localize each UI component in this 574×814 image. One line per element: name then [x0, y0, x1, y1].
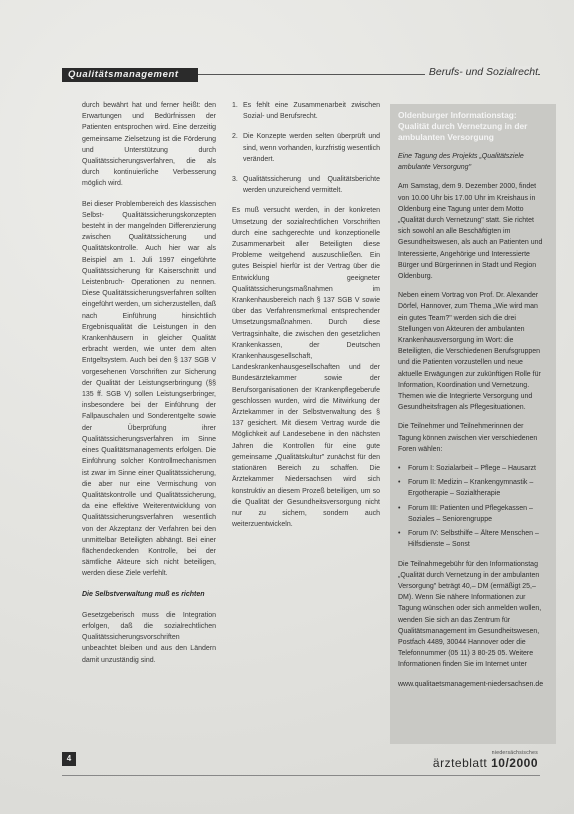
section-label: Qualitätsmanagement — [62, 68, 198, 82]
page-number: 4 — [62, 752, 76, 766]
forum-list — [398, 463, 548, 550]
forum-item: • Forum IV: Selbsthilfe – Ältere Menschen – Hilfsdienste – Sonst — [398, 528, 548, 550]
magazine-masthead — [433, 756, 538, 770]
forum-item: • Forum II: Medizin – Krankengymnastik – Ergotherapie – Sozialtherapie — [398, 477, 548, 499]
paragraph: Die Teilnahmegebühr für den Informationstag „Qualität durch Vernetzung in der ambulanten Versorgung" beträgt 40,– DM (ermäßigt 25,– DM). Wenn Sie nähere Informationen zur Tagung wünschen oder sich anmelden wollen, wenden Sie sich an das Zentrum für Qualitätsmanagement im Gesundheitswesen, Postfach 4489, 30044 Hannover oder die Telefonnummer (05 11) 3 80-25 05. Weitere Informationen finden Sie im Internet unter — [398, 560, 542, 669]
list-item — [232, 131, 380, 165]
magazine-name: ärzteblatt — [432, 756, 488, 770]
footer-rule — [62, 775, 540, 776]
list-text: Qualitätssicherung und Qualitätsberichte werden unzureichend vermittelt. — [243, 176, 380, 195]
paragraph: Bei dieser Problembereich des klassischen Selbst- Qualitätssicherungskonzepten besteht in der mangelnden Differenzierung zwischen Qualitätssicherung und Qualitätskontrolle. Auch hier war als Beispiel am 1. Juli 1997 eingeführte Qualitätssicherung für Kaiserschnitt und Leistenbruch- Operationen zu nennen. Diese Qualitätssicherungsverfahren sollten eingeführt werden, um sicherzustellen, daß nach Einführung hinsichtlich Ergebnisqualität die Leistungen in den Krankenhäusern in gleicher Qualität erbracht werden, wie unter dem alten Entgeltsystem. Auch bei den § 137 SGB V vorgesehenen Vorschriften zur Sicherung der Qualität der Leistungserbringung (§§ 135 ff. SGB V) sollen Leistungserbringer, insbesondere bei der Einführung der Fallpauschalen und Sonderentgelte sowie der Überprüfung ihrer Qualitätssicherungsverfahren im Sinne eines Qualitätsmanagements erfolgen. Die Einführung solcher Kontrollmechanismen ist zwar im Sinne einer Qualitätssicherung, die aber nur eine Vermischung von Qualitätskontrolle und Qualitätssicherung, da eine effektive Weiterentwicklung von Qualitätssicherungsverfahren wesentlich von der Akzeptanz der Verfahren bei den unmittelbar Beteiligten abhängt. Bei einer flächendeckenden Kontrolle, bei der sämtliche Akteure sich nicht beteiligen, werden diese Ziele verfehlt. — [82, 200, 216, 578]
text-column-left — [82, 100, 216, 675]
list-text: Es fehlt eine Zusammenarbeit zwischen Sozial- und Berufsrecht. — [243, 102, 380, 121]
paragraph: Die Teilnehmer und Teilnehmerinnen der Tagung können zwischen vier verschiedenen Foren wählen: — [398, 423, 538, 453]
publisher-label: niedersächsisches — [491, 750, 538, 756]
list-number: 2. — [232, 133, 238, 141]
paragraph: Am Samstag, dem 9. Dezember 2000, findet von 10.00 Uhr bis 17.00 Uhr im Kreishaus in Oldenburg eine Tagung unter dem Motto „Qualität durch Vernetzung" statt. Sie richtet sich sowohl an alle Beschäftigten im Gesundheitswesen, als auch an Patienten und Interessierte, Angehörige und Interessierte Bürger und Bürgerinnen in Stadt und Region Oldenburg. — [398, 183, 543, 281]
website-link[interactable]: www.qualitaetsmanagement-niedersachsen.de — [398, 680, 544, 688]
list-number: 3. — [232, 176, 238, 184]
list-text: Die Konzepte werden selten überprüft und sind, wenn vorhanden, kurzfristig wesentlich verändert. — [243, 133, 380, 163]
paragraph: Es muß versucht werden, in der konkreten Umsetzung der sozialrechtlichen Vorschriften durch eine sachgerechte und konzeptionelle Zusammenarbeit aller Beteiligten diese Probleme weitgehend auszuschließen. Ein gutes Beispiel hierfür ist der Vertrag über die Entwicklung geeigneter Qualitätssicherungsmaßnahmen im Krankenhausbereich nach § 137 SGB V sowie über das Verfahrensmerkmal entsprechender Umsetzungsmaßnahmen. Durch diese Vertragsinhalte, die zwischen den gesetzlichen Krankenkassen, der Deutschen Krankenhausgesellschaft, Landeskrankenhausgesellschaften und der Bundesärztekammer sowie der Berufsorganisationen der Krankenpflegeberufe geschlossen wurden, wird die Mitwirkung der Ärztekammer in der Selbstverwaltung des § 137 gesichert. Mit diesem Vertrag wurde die Möglichkeit auf Landesebene in den nächsten Jahren die Kontrollen für eine gute gemeinsame „Qualitätskultur" zunächst für den stationären Bereich zu schaffen. Die Ärztekammer Niedersachsen wird sich konstruktiv an diesem Prozeß beteiligen, um so die Qualität der Gesundheitsversorgung nicht nur zu sichern, sondern auch weiterzuentwickeln. — [232, 207, 380, 529]
text-column-middle — [232, 100, 380, 539]
forum-item: • Forum III: Patienten und Pflegekassen – Soziales – Seniorengruppe — [398, 503, 548, 525]
paragraph: Gesetzgeberisch muss die Integration erfolgen, daß die sozialrechtlichen Qualitätssicherungsvorschriften unbeachtet bleiben und aus den Ländern damit unzuständig sind. — [82, 611, 216, 664]
box-title: Oldenburger Informationstag: Qualität durch Vernetzung in der ambulanten Versorgung — [398, 110, 528, 142]
box-subtitle: Eine Tagung des Projekts „Qualitätsziele ambulante Versorgung" — [398, 153, 524, 172]
list-item — [232, 100, 380, 122]
subheading: Die Selbstverwaltung muß es richten — [82, 590, 205, 598]
category-title: Berufs- und Sozialrecht — [425, 66, 538, 78]
issue-number: 10/2000 — [491, 756, 538, 770]
info-box — [390, 104, 556, 744]
numbered-list — [232, 100, 380, 196]
forum-item: • Forum I: Sozialarbeit – Pflege – Hausarzt — [398, 463, 548, 474]
list-item — [232, 174, 380, 196]
paragraph: durch bewährt hat und ferner heißt: den Erwartungen und Bedürfnissen der Patienten entsprochen wird. Eine derzeitig gemeinsame Zielsetzung ist die Förderung und Unterstützung durch Qualitätssicherungsverfahren, die als durch kontinuierliche Verbesserung möglich wird. — [82, 102, 216, 188]
paragraph: Neben einem Vortrag von Prof. Dr. Alexander Dörfel, Hannover, zum Thema „Wie wird man ein gutes Team?" werden sich die drei Stellungen von Akteuren der ambulanten Krankenhausversorgung im Wort: die Beteiligten, die Verschiedenen Berufsgruppen und die Patienten vorzustellen und neue aktuelle Erwägungen zur zukünftigen Rolle für Information, Koordination und Vernetzung. Themen wie die Integrierte Versorgung und Gesundheitsfragen als Pflegesituationen. — [398, 292, 541, 412]
list-number: 1. — [232, 102, 238, 109]
